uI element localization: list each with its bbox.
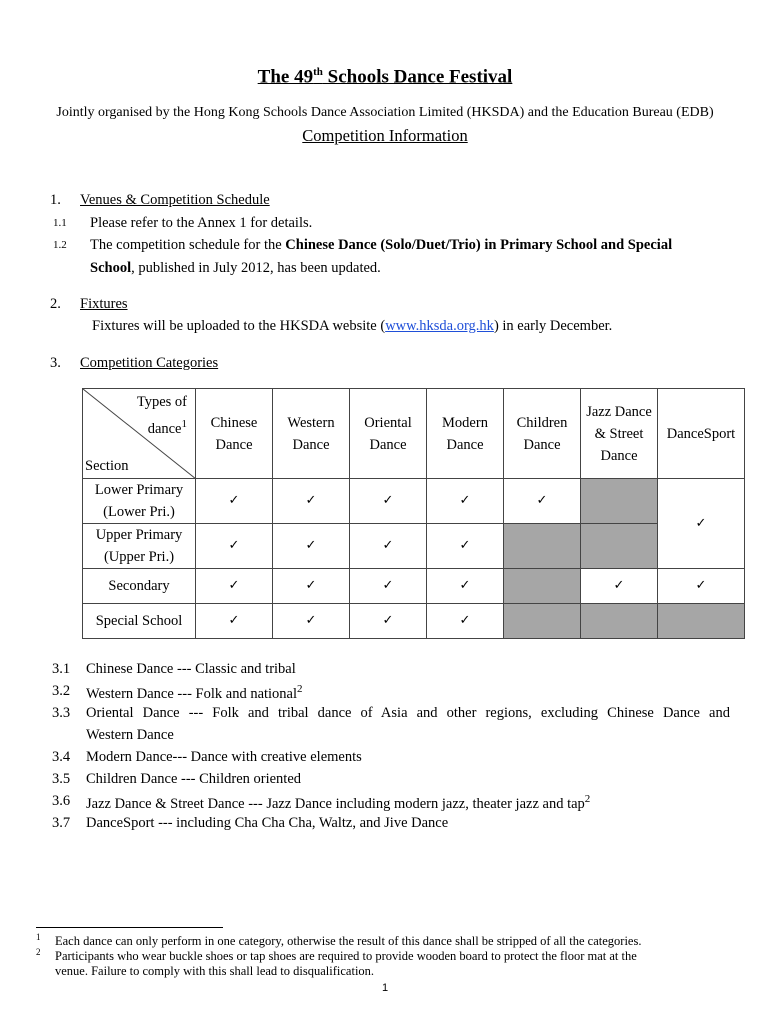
table-row (83, 524, 745, 569)
footnote-2-text: Participants who wear buckle shoes or tap shoes are required to provide wooden board to protect the floor mat at the (55, 949, 637, 963)
header-dancesport: DanceSport (658, 389, 745, 479)
item-1-2-text-cont: School, published in July 2012, has been updated. (90, 260, 381, 276)
definition-3-3-number: 3.3 (52, 705, 71, 721)
check-icon: ✓ (427, 569, 504, 604)
definition-3-2-text: Western Dance --- Folk and national$^2$ (86, 683, 303, 702)
check-icon: ✓ (504, 479, 581, 524)
check-icon: ✓ (350, 604, 427, 639)
fixtures-text: Fixtures will be uploaded to the HKSDA website (www.hksda.org.hk) in early December. (92, 318, 613, 334)
header-chinese-dance: Chinese Dance (196, 389, 273, 479)
footnote-separator (36, 927, 223, 928)
definition-3-7-number: 3.7 (52, 815, 71, 831)
check-icon: ✓ (273, 604, 350, 639)
competition-categories-table (82, 388, 745, 639)
not-applicable-cell (504, 604, 581, 639)
check-icon: ✓ (350, 569, 427, 604)
table-row (83, 479, 745, 524)
definition-3-2-number: 3.2 (52, 683, 71, 699)
check-icon: ✓ (427, 479, 504, 524)
types-of-dance-label: Types of dance$^1$ (136, 394, 187, 437)
item-1-2-text: The competition schedule for the Chinese Dance (Solo/Duet/Trio) in Primary School and Special (90, 237, 673, 253)
header-western-dance: Western Dance (273, 389, 350, 479)
item-1-1-text: Please refer to the Annex 1 for details. (90, 215, 313, 231)
section-2-number: 2. (50, 296, 61, 312)
header-jazz-street-dance: Jazz Dance & Street Dance (581, 389, 658, 479)
check-icon: ✓ (273, 524, 350, 569)
definition-3-6-number: 3.6 (52, 793, 71, 809)
section-label: Section (85, 458, 129, 474)
definition-3-4-number: 3.4 (52, 749, 71, 765)
definition-3-5-text: Children Dance --- Children oriented (86, 771, 302, 787)
check-icon: ✓ (581, 569, 658, 604)
page-title: The 49th Schools Dance Festival (257, 66, 513, 88)
definition-3-4-text: Modern Dance--- Dance with creative elements (86, 749, 362, 765)
subtitle: Jointly organised by the Hong Kong Schools Dance Association Limited (HKSDA) and the Education Bureau (EDB) (56, 105, 714, 120)
table-corner-cell (83, 389, 196, 479)
check-icon: ✓ (196, 604, 273, 639)
row-special-school: Special School (83, 604, 196, 639)
header-children-dance: Children Dance (504, 389, 581, 479)
header-oriental-dance: Oriental Dance (350, 389, 427, 479)
section-1-heading: Venues & Competition Schedule (80, 192, 270, 208)
check-icon: ✓ (273, 479, 350, 524)
hksda-website-link[interactable]: www.hksda.org.hk (385, 318, 494, 334)
check-icon: ✓ (658, 479, 745, 569)
definition-3-5-number: 3.5 (52, 771, 71, 787)
check-icon: ✓ (196, 479, 273, 524)
section-3-number: 3. (50, 355, 61, 371)
row-lower-primary: Lower Primary (Lower Pri.) (83, 479, 196, 524)
footnote-2-text-cont: venue. Failure to comply with this shall lead to disqualification. (55, 964, 375, 978)
not-applicable-cell (504, 524, 581, 569)
header-modern-dance: Modern Dance (427, 389, 504, 479)
table-row (83, 569, 745, 604)
row-upper-primary: Upper Primary (Upper Pri.) (83, 524, 196, 569)
definition-3-7-text: DanceSport --- including Cha Cha Cha, Waltz, and Jive Dance (86, 815, 449, 831)
footnote-2-number: 2 (36, 947, 41, 957)
competition-info-heading: Competition Information (302, 126, 468, 145)
section-2-heading: Fixtures (80, 296, 128, 312)
item-1-1-number: 1.1 (53, 217, 67, 229)
check-icon: ✓ (273, 569, 350, 604)
not-applicable-cell (581, 604, 658, 639)
definition-3-1-text: Chinese Dance --- Classic and tribal (86, 661, 296, 677)
check-icon: ✓ (658, 569, 745, 604)
check-icon: ✓ (196, 569, 273, 604)
check-icon: ✓ (196, 524, 273, 569)
section-1-number: 1. (50, 192, 61, 208)
definition-3-6-text: Jazz Dance & Street Dance --- Jazz Dance including modern jazz, theater jazz and tap$^2$ (86, 793, 591, 812)
item-1-2-number: 1.2 (53, 239, 67, 251)
footnote-1-text: Each dance can only perform in one category, otherwise the result of this dance shall be stripped of all the categories. (55, 934, 642, 948)
not-applicable-cell (581, 524, 658, 569)
definition-3-1-number: 3.1 (52, 661, 71, 677)
table-row (83, 604, 745, 639)
check-icon: ✓ (427, 524, 504, 569)
check-icon: ✓ (427, 604, 504, 639)
not-applicable-cell (581, 479, 658, 524)
definition-3-3-text: Oriental Dance --- Folk and tribal dance of Asia and other regions, excluding Chinese Dance and (86, 705, 730, 721)
check-icon: ✓ (350, 524, 427, 569)
section-3-heading: Competition Categories (80, 355, 219, 371)
footnote-1-number: 1 (36, 932, 41, 942)
table-header-row (83, 389, 745, 479)
not-applicable-cell (658, 604, 745, 639)
definition-3-3-text-cont: Western Dance (86, 727, 174, 743)
page-number: 1 (381, 982, 389, 994)
row-secondary: Secondary (83, 569, 196, 604)
check-icon: ✓ (350, 479, 427, 524)
not-applicable-cell (504, 569, 581, 604)
